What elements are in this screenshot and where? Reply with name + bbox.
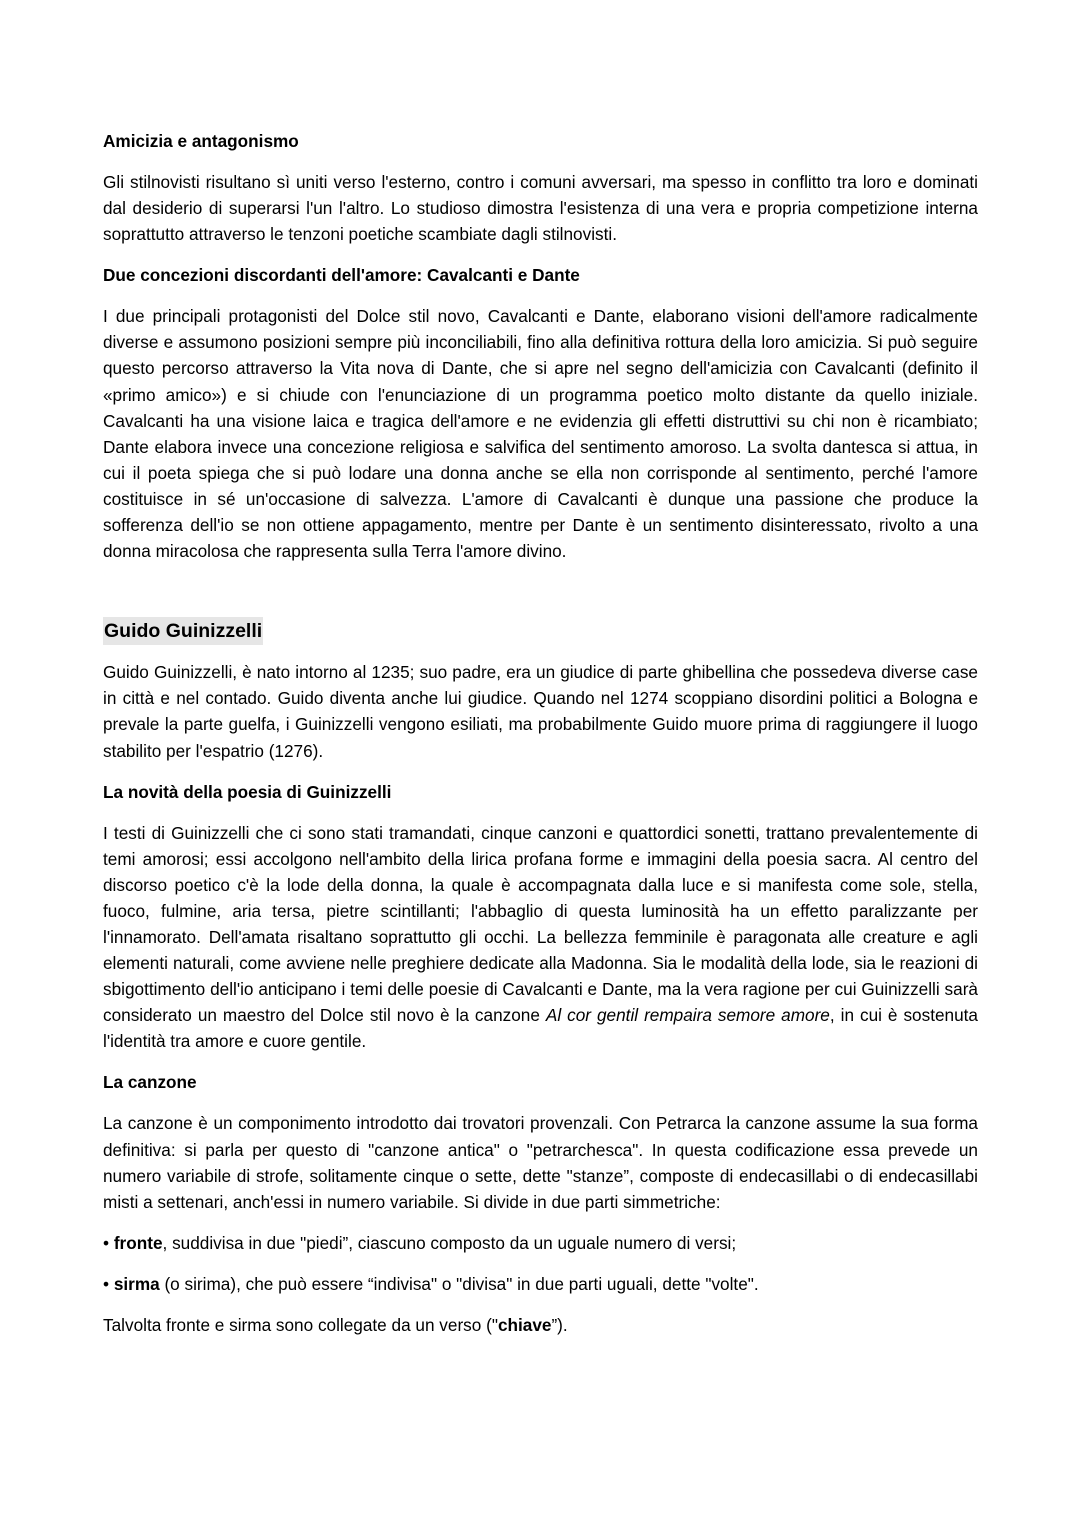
section-title-wrap xyxy=(103,617,978,645)
bullet-desc-fronte: , suddivisa in due "piedi”, ciascuno composto da un uguale numero di versi; xyxy=(162,1232,737,1253)
closing-term: chiave xyxy=(497,1314,552,1335)
paragraph-guinizzelli-bio: Guido Guinizzelli, è nato intorno al 1235; suo padre, era un giudice di parte ghibellina che possedeva diverse case in città e nel contado. Guido diventa anche lui giudice. Quando nel 1274 scoppiano disordini politici a Bologna e prevale la parte guelfa, i Guinizzelli vengono esiliati, ma probabilmente Guido muore prima di raggiungere il luogo stabilito per l'espatrio (1276). xyxy=(103,662,978,761)
heading-canzone: La canzone xyxy=(103,1072,197,1093)
novita-text-before: I testi di Guinizzelli che ci sono stati tramandati, cinque canzoni e quattordici sonetti, trattano prevalentemente di temi amorosi; essi accolgono nell'ambito della lirica profana forme e immagini della poesia sacra. Al centro del discorso poetico c'è la lode della donna, la quale è accompagnata dalla luce e si manifesta come sole, stella, fuoco, fulmine, aria tersa, pietre scintillanti; l'abbaglio di questa luminosità ha un effetto paralizzante per l'innamorato. Dell'amata risaltano soprattutto gli occhi. La bellezza femminile è paragonata alle creature e agli elementi naturali, come avviene nelle preghiere dedicate alla Madonna. Sia le modalità della lode, sia le reazioni di sbigottimento dell'io anticipano i temi delle poesie di Cavalcanti e Dante, ma la vera ragione per cui Guinizzelli sarà considerato un maestro del Dolce stil novo è la canzone xyxy=(103,822,978,1026)
bullet-sirma xyxy=(103,1271,978,1297)
paragraph-novita xyxy=(103,820,978,1055)
section-title-guinizzelli: Guido Guinizzelli xyxy=(103,617,263,645)
novita-canzone-title: Al cor gentil rempaira semore amore xyxy=(545,1005,830,1026)
bullet-fronte xyxy=(103,1230,978,1256)
paragraph-canzone: La canzone è un componimento introdotto dai trovatori provenzali. Con Petrarca la canzone assume la sua forma definitiva: si parla per questo di "canzone antica" o "petrarchesca". In questa codificazione essa prevede un numero variabile di strofe, solitamente cinque o sette, dette "stanze”, composte di endecasillabi o di endecasillabi misti a settenari, anch'essi in numero variabile. Si divide in due parti simmetriche: xyxy=(103,1113,978,1212)
heading-novita: La novità della poesia di Guinizzelli xyxy=(103,781,392,802)
closing-before: Talvolta fronte e sirma sono collegate da un verso (" xyxy=(103,1314,498,1335)
heading-concezioni: Due concezioni discordanti dell'amore: Cavalcanti e Dante xyxy=(103,265,580,286)
bullet-term-fronte: fronte xyxy=(113,1232,163,1253)
bullet-desc-sirma: (o sirima), che può essere “indivisa" o "divisa" in due parti uguali, dette "volte". xyxy=(159,1273,759,1294)
paragraph-concezioni: I due principali protagonisti del Dolce stil novo, Cavalcanti e Dante, elaborano visioni dell'amore radicalmente diverse e assumono posizioni sempre più inconciliabili, fino alla definitiva rottura della loro amicizia. Si può seguire questo percorso attraverso la Vita nova di Dante, che si apre nel segno dell'amicizia con Cavalcanti (definito il «primo amico») e si chiude con l'enunciazione di un programma poetico molto distante da quello iniziale. Cavalcanti ha una visione laica e tragica dell'amore e ne evidenzia gli effetti distruttivi su chi non è ricambiato; Dante elabora invece una concezione religiosa e salvifica del sentimento amoroso. La svolta dantesca si attua, in cui il poeta spiega che si può lodare una donna anche se ella non corrisponde al sentimento, perché l'amore costituisce in sé un'occasione di salvezza. L'amore di Cavalcanti è dunque una passione che produce la sofferenza dell'io se non ottiene appagamento, mentre per Dante è un sentimento disinteressato, rivolto a una donna miracolosa che rappresenta sulla Terra l'amore divino. xyxy=(103,306,978,562)
paragraph-amicizia: Gli stilnovisti risultano sì uniti verso l'esterno, contro i comuni avversari, ma spesso in conflitto tra loro e dominati dal desiderio di superarsi l'un l'altro. Lo studioso dimostra l'esistenza di una vera e propria competizione interna soprattutto attraverso le tenzoni poetiche scambiate dagli stilnovisti. xyxy=(103,172,978,245)
bullet-marker: • xyxy=(103,1273,110,1294)
bullet-term-sirma: sirma xyxy=(113,1273,160,1294)
heading-amicizia: Amicizia e antagonismo xyxy=(103,131,299,151)
novita-text-after: , in cui è sostenuta l'identità tra amore e cuore gentile. xyxy=(103,1005,978,1052)
closing-line xyxy=(103,1312,978,1338)
bullet-marker: • xyxy=(103,1232,110,1253)
closing-after: ”). xyxy=(551,1314,568,1335)
